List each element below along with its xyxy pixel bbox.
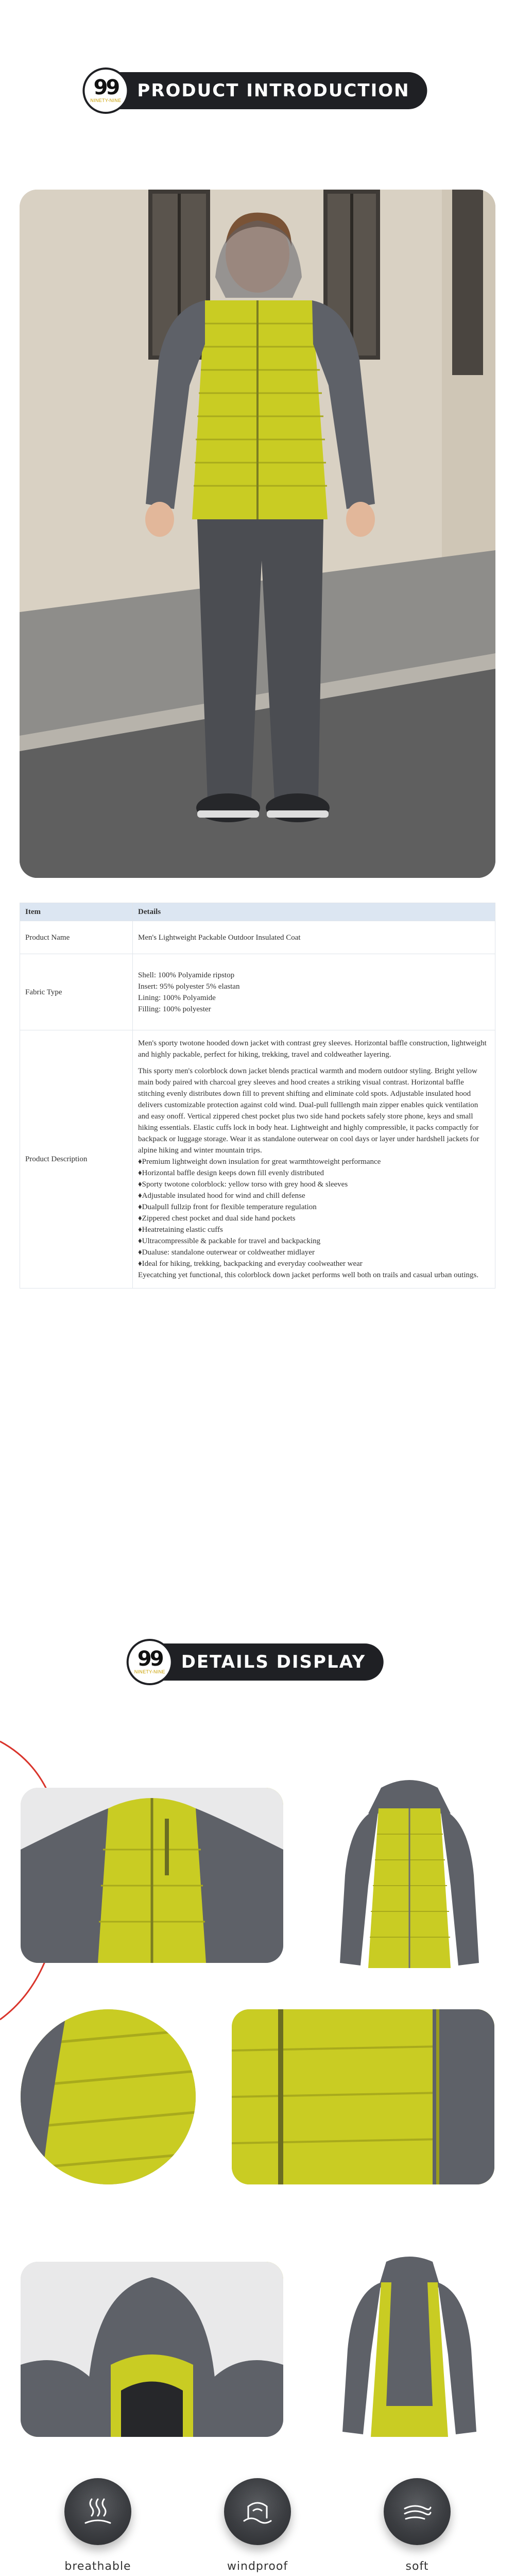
section-header-details (132, 1643, 384, 1681)
section-title: DETAILS DISPLAY (181, 1652, 366, 1672)
table-row (20, 1030, 495, 1289)
row-value-fabric-type (133, 954, 495, 1030)
description-intro: Men's sporty twotone hooded down jacket with contrast grey sleeves. Horizontal baffle construction, lightweight and highly packable, perfect for hiking, trekking, travel and coldweather layering. (138, 1039, 487, 1059)
product-hero-photo (20, 190, 495, 878)
feature-label: breathable (64, 2560, 131, 2573)
section-header-introduction (88, 72, 427, 109)
description-bullet: ♦Zippered chest pocket and dual side hand pockets (138, 1214, 296, 1223)
row-label-fabric-type: Fabric Type (20, 954, 133, 1030)
fabric-illustration (21, 2009, 196, 2184)
logo-mark: 99 (137, 1647, 162, 1671)
logo-brand: NINETY-NINE (90, 98, 122, 103)
logo-brand: NINETY-NINE (134, 1669, 165, 1674)
feature-label: windproof (227, 2560, 288, 2573)
fabric-line: Insert: 95% polyester 5% elastan (138, 982, 240, 991)
zipper-illustration (232, 2009, 494, 2184)
detail-image-jacket-front (330, 1772, 489, 1984)
row-value-product-description (133, 1030, 495, 1289)
table-header-details: Details (133, 903, 495, 921)
description-bullet: ♦Dualpull fullzip front for flexible temperature regulation (138, 1203, 317, 1211)
row-value-product-name: Men's Lightweight Packable Outdoor Insulated Coat (133, 921, 495, 954)
hero-illustration (20, 190, 495, 878)
detail-image-hood (21, 2262, 283, 2437)
jacket-back-illustration (330, 2251, 489, 2447)
fabric-line: Filling: 100% polyester (138, 1005, 211, 1013)
feature-windproof (206, 2478, 309, 2574)
detail-image-collar (21, 1788, 283, 1963)
table-row (20, 921, 495, 954)
feather-wave-icon (384, 2478, 451, 2545)
brand-logo (84, 70, 127, 112)
feature-breathable (46, 2478, 149, 2574)
feature-soft (366, 2478, 469, 2574)
detail-image-zipper (232, 2009, 494, 2184)
description-bullet: ♦Sporty twotone colorblock: yellow torso with grey hood & sleeves (138, 1180, 348, 1189)
description-bullet: ♦Dualuse: standalone outerwear or coldweather midlayer (138, 1248, 315, 1257)
detail-image-fabric-round (21, 2009, 196, 2184)
description-outro: Eyecatching yet functional, this colorblock down jacket performs well both on trails and casual urban outings. (138, 1271, 479, 1279)
table-header-row (20, 903, 495, 921)
description-bullet: ♦Ideal for hiking, trekking, backpacking and everyday coolweather wear (138, 1260, 363, 1268)
logo-mark: 99 (93, 76, 118, 99)
row-label-product-name: Product Name (20, 921, 133, 954)
description-bullet: ♦Adjustable insulated hood for wind and chill defense (138, 1192, 305, 1200)
description-bullet: ♦Horizontal baffle design keeps down fill evenly distributed (138, 1169, 324, 1177)
jacket-front-illustration (330, 1772, 489, 1984)
description-bullet: ♦Premium lightweight down insulation for great warmthtoweight performance (138, 1158, 381, 1166)
hood-illustration (21, 2262, 283, 2437)
row-label-product-description: Product Description (20, 1030, 133, 1289)
fabric-line: Shell: 100% Polyamide ripstop (138, 971, 235, 979)
feature-label: soft (405, 2560, 429, 2573)
detail-image-jacket-back (330, 2251, 489, 2447)
heat-waves-icon (64, 2478, 131, 2545)
section-title: PRODUCT INTRODUCTION (137, 80, 410, 101)
description-bullet: ♦Heatretaining elastic cuffs (138, 1226, 223, 1234)
collar-illustration (21, 1788, 283, 1963)
table-row (20, 954, 495, 1030)
fabric-line: Lining: 100% Polyamide (138, 993, 216, 1002)
brand-logo (129, 1641, 171, 1683)
wind-shield-icon (224, 2478, 291, 2545)
table-header-item: Item (20, 903, 133, 921)
description-body: This sporty men's colorblock down jacket blends practical warmth and modern outdoor styling. Bright yellow main body paired with charcoal grey sleeves and hood creates a striking visual contrast. Horizontal baffle stitching evenly distributes down fill to prevent shifting and eliminate cold spots. Adjustable insulated hood delivers customizable protection against cold wind. Dual-pull fulllength main zipper enables quick ventilation and easy onoff. Vertical zippered chest pocket plus two side hand pockets safely store phone, keys and small hiking essentials. Elastic cuffs lock in body heat. Lightweight and highly compressible, it packs compactly for backpack or luggage storage. Wear it as standalone outerwear on cool days or layer under hardshell jackets for alpine hiking and winter mountain trips. (138, 1067, 479, 1155)
description-bullet: ♦Ultracompressible & packable for travel and backpacking (138, 1237, 321, 1245)
spec-table (20, 903, 495, 1289)
